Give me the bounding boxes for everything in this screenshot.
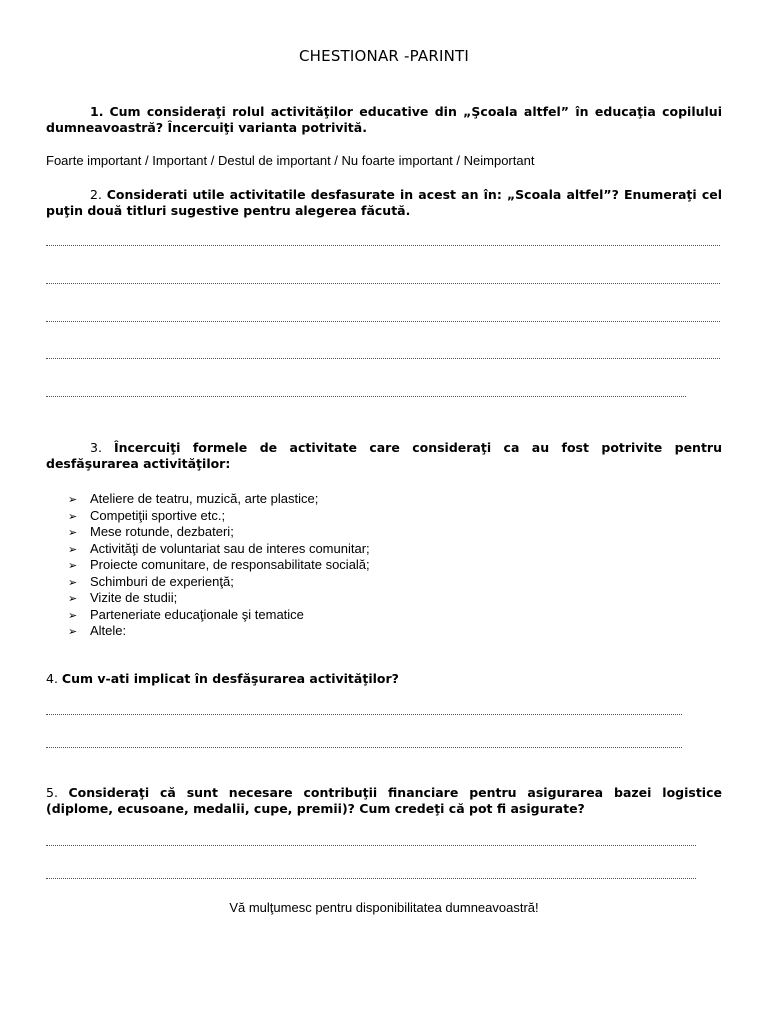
answer-line[interactable] [46,321,720,322]
answer-line[interactable] [46,245,720,246]
question-1-number: 1. [90,104,104,119]
question-2 [46,187,722,219]
list-item[interactable]: ➢ Schimburi de experienţă; [68,574,370,591]
question-1 [46,104,722,136]
question-3-number: 3. [90,440,102,455]
list-item[interactable]: ➢ Proiecte comunitare, de responsabilitate socială; [68,557,370,574]
question-5 [46,785,722,817]
list-item[interactable]: ➢ Altele: [68,623,370,640]
list-item[interactable]: ➢ Parteneriate educaţionale şi tematice [68,607,370,624]
question-1-options: Foarte important / Important / Destul de important / Nu foarte important / Neimportant [46,153,535,168]
question-4 [46,671,722,687]
question-5-number: 5. [46,785,58,800]
list-item[interactable]: ➢ Ateliere de teatru, muzică, arte plastice; [68,491,370,508]
arrow-bullet-icon: ➢ [68,576,78,589]
document-title: CHESTIONAR -PARINTI [298,47,470,65]
list-item[interactable]: ➢ Activităţi de voluntariat sau de interes comunitar; [68,541,370,558]
question-5-text: Consideraţi că sunt necesare contribuţii financiare pentru asigurarea bazei logistice (diplome, ecusoane, medalii, cupe, premii)? Cum credeţi că pot fi asigurate? [46,785,722,816]
answer-line[interactable] [46,747,682,748]
list-item[interactable]: ➢ Mese rotunde, dezbateri; [68,524,370,541]
answer-line[interactable] [46,878,696,879]
list-item[interactable]: ➢ Vizite de studii; [68,590,370,607]
arrow-bullet-icon: ➢ [68,510,78,523]
question-4-number: 4. [46,671,58,686]
list-item[interactable]: ➢ Competiţii sportive etc.; [68,508,370,525]
closing-thanks: Vă mulţumesc pentru disponibilitatea dumneavoastră! [229,900,539,915]
arrow-bullet-icon: ➢ [68,609,78,622]
question-4-text: Cum v-ati implicat în desfăşurarea activităţilor? [61,671,399,686]
answer-line[interactable] [46,358,720,359]
arrow-bullet-icon: ➢ [68,626,78,638]
answer-line[interactable] [46,396,686,397]
question-2-number: 2. [90,187,102,202]
arrow-bullet-icon: ➢ [68,543,78,556]
arrow-bullet-icon: ➢ [68,560,78,572]
arrow-bullet-icon: ➢ [68,593,78,605]
arrow-bullet-icon: ➢ [68,494,78,506]
question-3 [46,440,722,472]
answer-line[interactable] [46,845,696,846]
activity-options-list [68,491,370,640]
answer-line[interactable] [46,283,720,284]
answer-line[interactable] [46,714,682,715]
question-2-text: Considerati utile activitatile desfasurate in acest an în: „Scoala altfel”? Enumeraţi cel puţin două titluri sugestive pentru alegerea făcută. [46,187,722,218]
question-1-text: Cum consideraţi rolul activităţilor educative din „Şcoala altfel” în educaţia copilului dumneavoastră? Încercuiţi varianta potrivită. [46,104,722,135]
question-3-text: Încercuiţi formele de activitate care consideraţi ca au fost potrivite pentru desfăşurarea activităţilor: [46,440,722,471]
arrow-bullet-icon: ➢ [68,527,78,539]
